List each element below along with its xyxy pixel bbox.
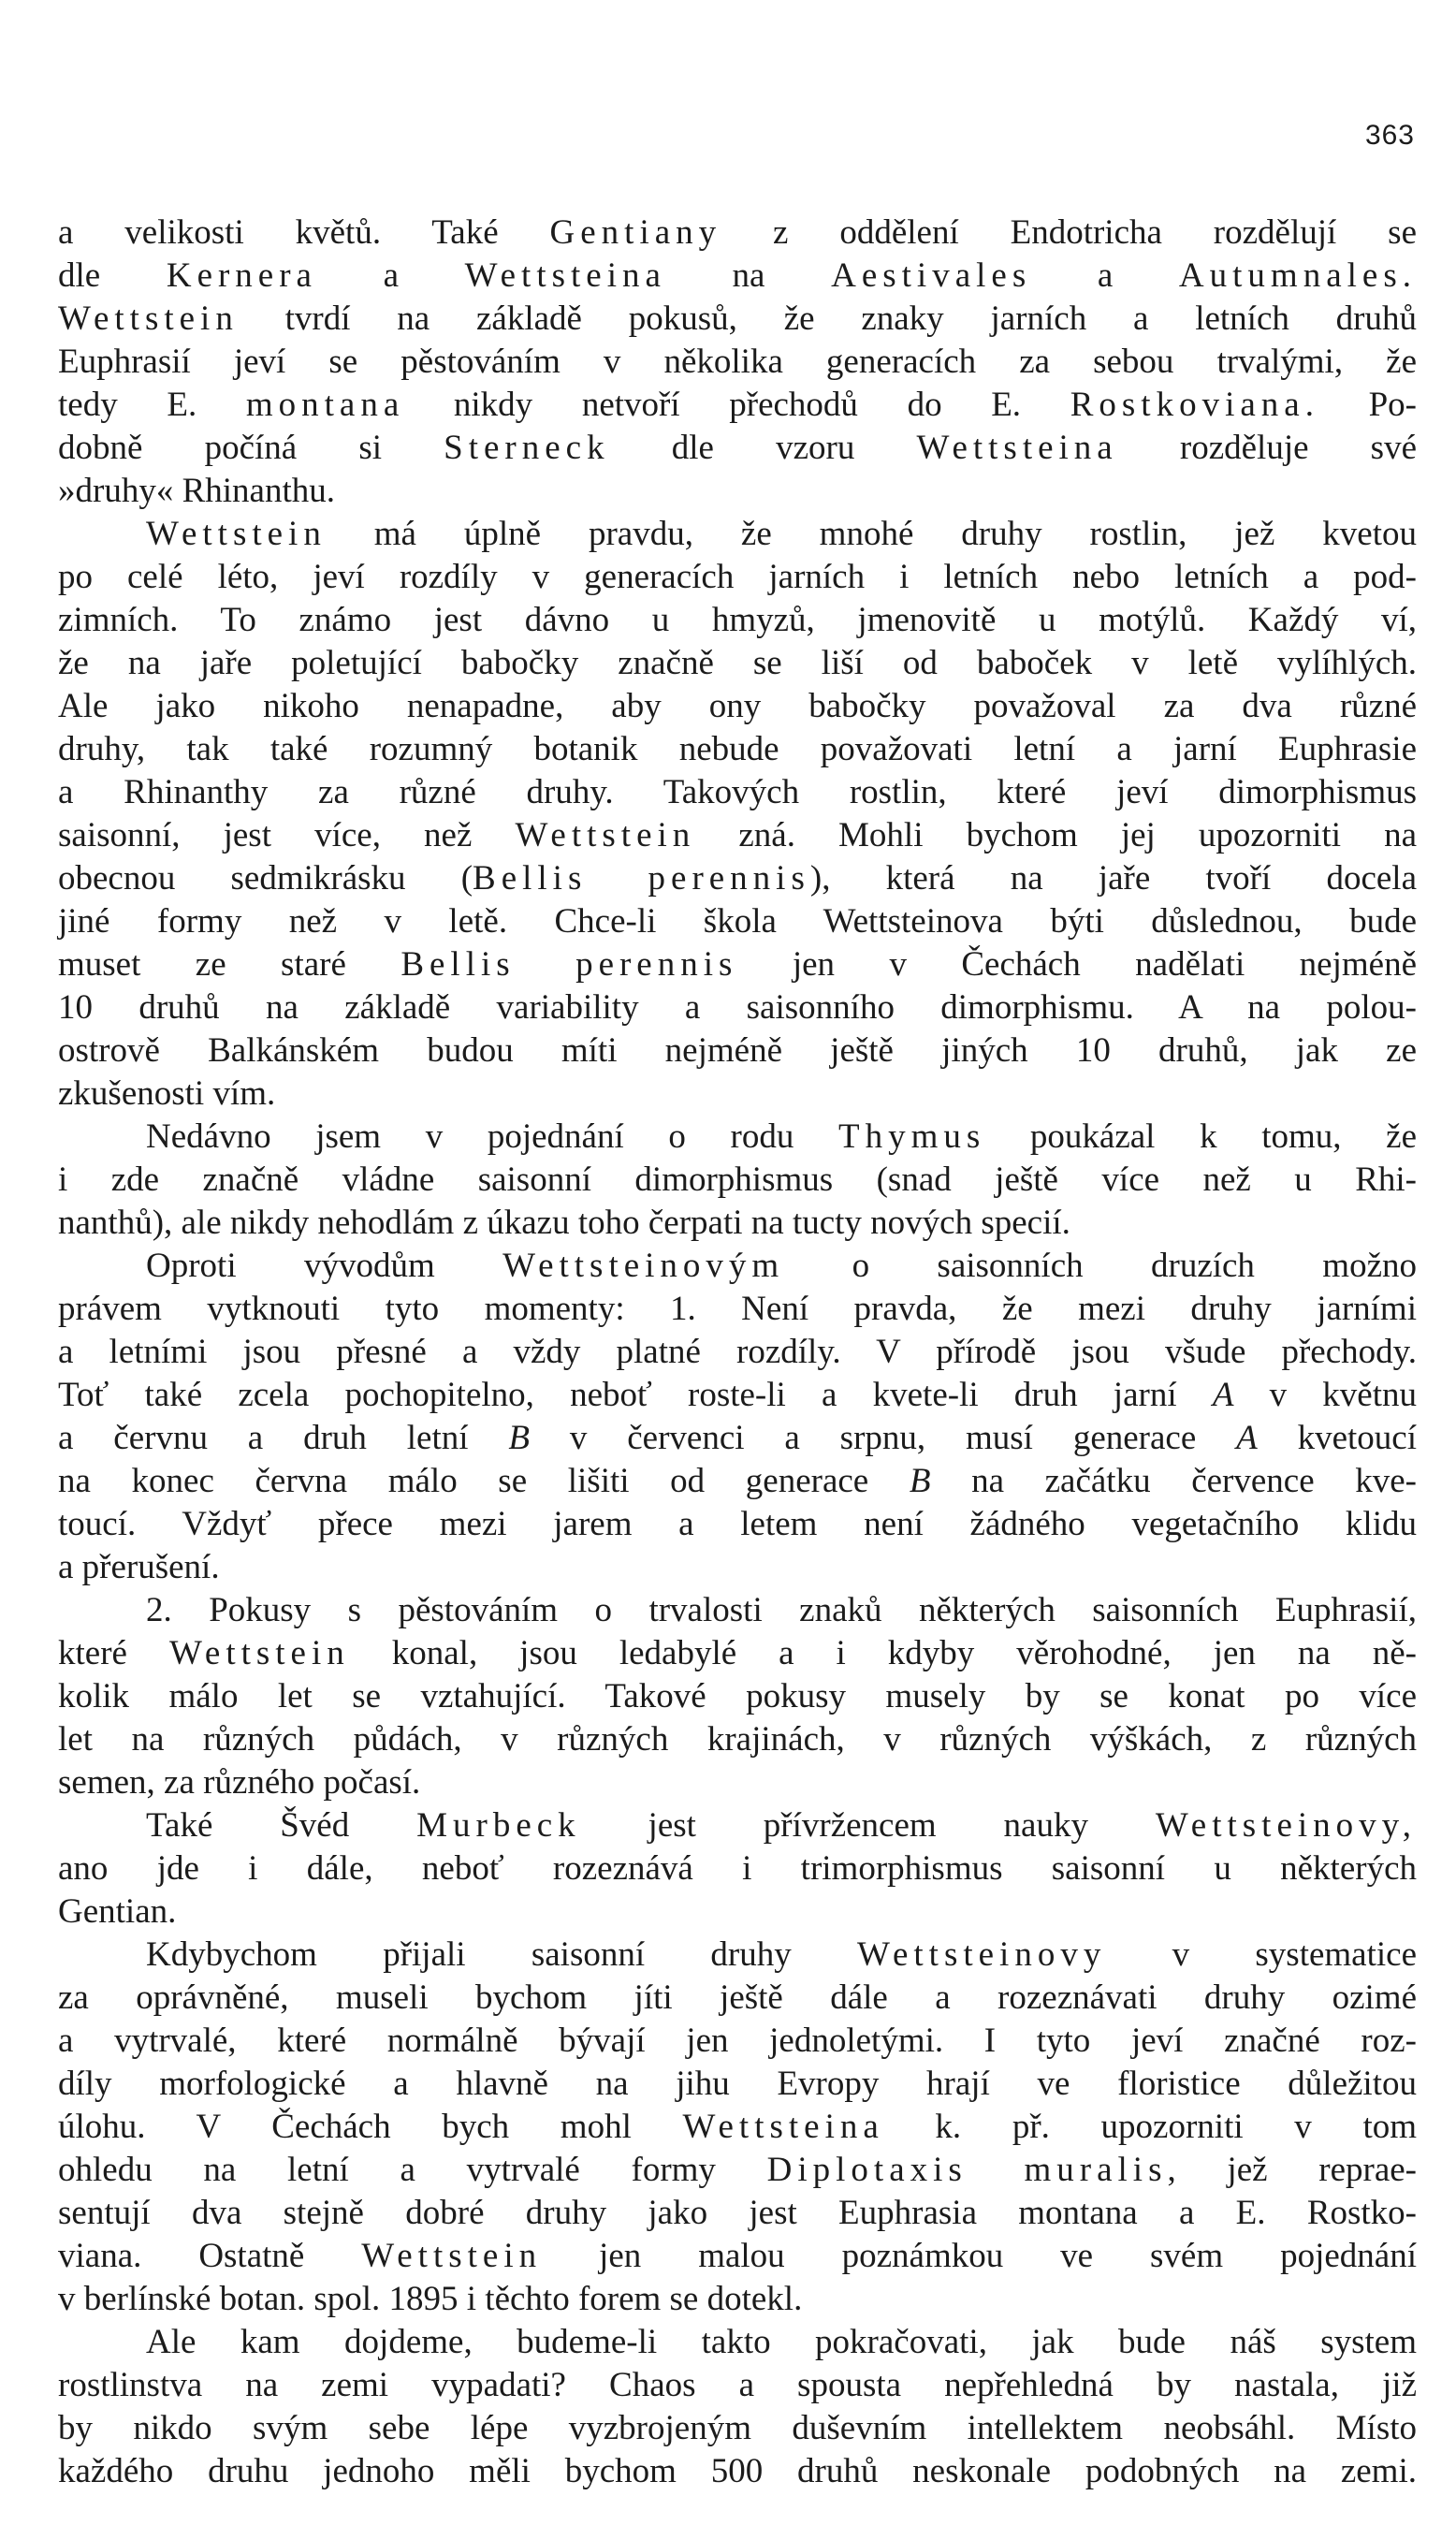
text-line bbox=[58, 599, 1417, 642]
text-line bbox=[58, 2063, 1417, 2106]
text-line bbox=[58, 1675, 1417, 1718]
paragraph bbox=[58, 1934, 1417, 2321]
spaced-name: montana bbox=[245, 386, 405, 424]
text-segment: nanthů), ale nikdy nehodlám z úkazu toho čerpati na tucty nových specií. bbox=[58, 1204, 1070, 1242]
italic-variable: B bbox=[909, 1462, 931, 1500]
text-segment: po celé léto, jeví rozdíly v generacích jarních i letních nebo letních a pod- bbox=[58, 558, 1417, 596]
text-segment: 10 druhů na základě variability a saisonního dimorphismu. A na polou- bbox=[58, 988, 1417, 1027]
spaced-name: Wettstein bbox=[515, 816, 696, 854]
paragraph bbox=[58, 212, 1417, 513]
spaced-name: Wettsteinovy, bbox=[1155, 1806, 1417, 1845]
text-line bbox=[58, 1159, 1417, 1202]
text-segment: díly morfologické a hlavně na jihu Evropy hrají ve floristice důležitou bbox=[58, 2065, 1417, 2103]
text-segment: 2. Pokusy s pěstováním o trvalosti znaků některých saisonních Euphrasií, bbox=[146, 1591, 1417, 1629]
text-line bbox=[58, 1890, 1417, 1934]
text-line bbox=[58, 642, 1417, 685]
text-segment: a vytrvalé, které normálně bývají jen jednoletými. I tyto jeví značné roz- bbox=[58, 2022, 1417, 2060]
text-line bbox=[58, 1761, 1417, 1804]
italic-variable: A bbox=[1236, 1419, 1258, 1457]
spaced-name: Murbeck bbox=[416, 1806, 581, 1845]
text-segment: tvrdí na základě pokusů, že znaky jarních a letních druhů bbox=[238, 299, 1417, 338]
text-segment: »druhy« Rhinanthu. bbox=[58, 472, 335, 510]
text-line bbox=[58, 1503, 1417, 1546]
spaced-name: Wettsteinovy bbox=[857, 1935, 1107, 1974]
text-line bbox=[58, 1029, 1417, 1073]
text-line bbox=[58, 1288, 1417, 1331]
text-segment: jiné formy než v letě. Chce-li škola Wettsteinova býti důslednou, bude bbox=[58, 902, 1417, 941]
text-line bbox=[58, 900, 1417, 943]
text-line bbox=[58, 1847, 1417, 1890]
spaced-name: Wettsteina bbox=[464, 256, 666, 295]
text-line bbox=[58, 771, 1417, 814]
spaced-name: Autumnales. bbox=[1178, 256, 1417, 295]
text-segment: a bbox=[1031, 256, 1179, 295]
paragraph bbox=[58, 1245, 1417, 1589]
text-line bbox=[58, 2149, 1417, 2192]
text-line bbox=[58, 556, 1417, 599]
text-line bbox=[58, 2106, 1417, 2149]
text-segment: má úplně pravdu, že mnohé druhy rostlin, jež kvetou bbox=[326, 515, 1417, 553]
text-line bbox=[58, 1589, 1417, 1632]
spaced-name: Wettsteinovým bbox=[502, 1247, 785, 1285]
paragraph bbox=[58, 1804, 1417, 1934]
text-line bbox=[58, 1632, 1417, 1675]
spaced-name: Wettsteina bbox=[916, 429, 1118, 467]
text-segment: Po- bbox=[1318, 386, 1417, 424]
text-line bbox=[58, 255, 1417, 298]
text-line bbox=[58, 1934, 1417, 1977]
text-segment: dle bbox=[58, 256, 167, 295]
text-segment: tedy E. bbox=[58, 386, 246, 424]
text-line bbox=[58, 2407, 1417, 2450]
text-segment: a přerušení. bbox=[58, 1548, 220, 1586]
spaced-name: Thymus bbox=[837, 1117, 986, 1156]
text-segment: saisonní, jest více, než bbox=[58, 816, 516, 854]
paragraph bbox=[58, 1116, 1417, 1245]
text-segment: v systematice bbox=[1106, 1935, 1418, 1974]
text-segment: rozděluje své bbox=[1117, 429, 1417, 467]
text-segment: muset ze staré bbox=[58, 945, 401, 984]
text-line bbox=[58, 986, 1417, 1029]
text-segment: , jež reprae- bbox=[1167, 2151, 1417, 2189]
text-line bbox=[58, 814, 1417, 857]
text-segment: Také Švéd bbox=[146, 1806, 417, 1845]
text-line bbox=[58, 1460, 1417, 1503]
text-line bbox=[58, 857, 1417, 900]
text-segment: o saisonních druzích možno bbox=[784, 1247, 1417, 1285]
text-line bbox=[58, 2235, 1417, 2278]
text-segment: druhy, tak také rozumný botanik nebude považovati letní a jarní Euphrasie bbox=[58, 730, 1417, 768]
spaced-name: Wettstein bbox=[146, 515, 327, 553]
text-segment: kolik málo let se vztahující. Takové pokusy musely by se konat po více bbox=[58, 1677, 1417, 1715]
text-segment: a Rhinanthy za různé druhy. Takových rostlin, které jeví dimorphismus bbox=[58, 773, 1417, 811]
text-line bbox=[58, 1546, 1417, 1589]
text-segment: ostrově Balkánském budou míti nejméně ještě jiných 10 druhů, jak ze bbox=[58, 1031, 1417, 1070]
text-segment: v červenci a srpnu, musí generace bbox=[530, 1419, 1237, 1457]
text-segment: zkušenosti vím. bbox=[58, 1074, 276, 1113]
text-segment: viana. Ostatně bbox=[58, 2237, 362, 2275]
text-segment: let na různých půdách, v různých krajinách, v různých výškách, z různých bbox=[58, 1720, 1417, 1759]
text-segment: Gentian. bbox=[58, 1892, 177, 1931]
text-line bbox=[58, 212, 1417, 255]
text-line bbox=[58, 728, 1417, 771]
spaced-name: Bellis perennis bbox=[473, 859, 810, 898]
text-segment: a červnu a druh letní bbox=[58, 1419, 509, 1457]
text-segment: obecnou sedmikrásku ( bbox=[58, 859, 473, 898]
text-segment: i zde značně vládne saisonní dimorphismus (snad ještě více než u Rhi- bbox=[58, 1161, 1417, 1199]
text-segment: Euphrasií jeví se pěstováním v několika generacích za sebou trvalými, že bbox=[58, 343, 1417, 381]
spaced-name: Wettstein bbox=[168, 1634, 350, 1672]
text-segment: v berlínské botan. spol. 1895 i těchto forem se dotekl. bbox=[58, 2280, 803, 2318]
text-segment: Toť také zcela pochopitelno, neboť roste-li a kvete-li druh jarní bbox=[58, 1376, 1213, 1414]
paragraph bbox=[58, 1589, 1417, 1804]
text-segment: a velikosti květů. Také bbox=[58, 213, 550, 252]
text-line bbox=[58, 2278, 1417, 2321]
text-line bbox=[58, 1804, 1417, 1847]
spaced-name: Wettsteina bbox=[682, 2108, 884, 2146]
text-line bbox=[58, 2450, 1417, 2493]
text-segment: ano jde i dále, neboť rozeznává i trimorphismus saisonní u některých bbox=[58, 1849, 1417, 1888]
text-line bbox=[58, 513, 1417, 556]
text-segment: semen, za různého počasí. bbox=[58, 1763, 421, 1802]
text-segment: že na jaře poletující babočky značně se liší od baboček v letě vylíhlých. bbox=[58, 644, 1417, 682]
page-body bbox=[58, 212, 1417, 2493]
spaced-name: Wettstein bbox=[361, 2237, 543, 2275]
text-line bbox=[58, 1245, 1417, 1288]
text-segment: kvetoucí bbox=[1257, 1419, 1418, 1457]
text-segment: Nedávno jsem v pojednání o rodu bbox=[146, 1117, 838, 1156]
text-segment: za oprávněné, museli bychom jíti ještě dále a rozeznávati druhy ozimé bbox=[58, 1978, 1417, 2017]
text-segment: Ale kam dojdeme, budeme-li takto pokračovati, jak bude náš system bbox=[146, 2323, 1417, 2361]
text-line bbox=[58, 1116, 1417, 1159]
text-segment: dobně počíná si bbox=[58, 429, 444, 467]
text-segment: Kdybychom přijali saisonní druhy bbox=[146, 1935, 858, 1974]
text-line bbox=[58, 1718, 1417, 1761]
italic-variable: B bbox=[508, 1419, 531, 1457]
text-line bbox=[58, 1374, 1417, 1417]
text-segment: rostlinstva na zemi vypadati? Chaos a spousta nepřehledná by nastala, již bbox=[58, 2366, 1417, 2404]
text-segment: každého druhu jednoho měli bychom 500 druhů neskonale podobných na zemi. bbox=[58, 2452, 1417, 2490]
spaced-name: Kernera bbox=[166, 256, 317, 295]
text-segment: na bbox=[665, 256, 832, 295]
text-segment: dle vzoru bbox=[609, 429, 917, 467]
text-line bbox=[58, 2192, 1417, 2235]
text-segment: jest přívržencem nauky bbox=[580, 1806, 1156, 1845]
text-line bbox=[58, 943, 1417, 986]
text-segment: na začátku července kve- bbox=[930, 1462, 1417, 1500]
text-segment: jen v Čechách nadělati nejméně bbox=[737, 945, 1417, 984]
text-segment: a letními jsou přesné a vždy platné rozdíly. V přírodě jsou všude přechody. bbox=[58, 1333, 1417, 1371]
text-segment: ohledu na letní a vytrvalé formy bbox=[58, 2151, 767, 2189]
text-line bbox=[58, 427, 1417, 470]
text-segment: právem vytknouti tyto momenty: 1. Není pravda, že mezi druhy jarními bbox=[58, 1290, 1417, 1328]
text-line bbox=[58, 2364, 1417, 2407]
text-line bbox=[58, 298, 1417, 341]
text-segment: z oddělení Endotricha rozdělují se bbox=[721, 213, 1417, 252]
text-line bbox=[58, 1417, 1417, 1460]
text-line bbox=[58, 1331, 1417, 1374]
spaced-name: Sterneck bbox=[444, 429, 610, 467]
text-segment: v květnu bbox=[1233, 1376, 1417, 1414]
text-line bbox=[58, 2020, 1417, 2063]
text-segment: konal, jsou ledabylé a i kdyby věrohodné, jen na ně- bbox=[349, 1634, 1417, 1672]
text-line bbox=[58, 341, 1417, 384]
text-line bbox=[58, 2321, 1417, 2364]
text-segment: Oproti vývodům bbox=[146, 1247, 503, 1285]
text-line bbox=[58, 1977, 1417, 2020]
spaced-name: Wettstein bbox=[58, 299, 239, 338]
text-segment: ), která na jaře tvoří docela bbox=[809, 859, 1417, 898]
text-segment: toucí. Vždyť přece mezi jarem a letem není žádného vegetačního klidu bbox=[58, 1505, 1417, 1543]
text-segment: na konec června málo se lišiti od generace bbox=[58, 1462, 910, 1500]
text-segment: zná. Mohli bychom jej upozorniti na bbox=[695, 816, 1417, 854]
text-segment: nikdy netvoří přechodů do E. bbox=[404, 386, 1070, 424]
spaced-name: Gentiany bbox=[549, 213, 722, 252]
text-segment: zimních. To známo jest dávno u hmyzů, jmenovitě u motýlů. Každý ví, bbox=[58, 601, 1417, 639]
paragraph bbox=[58, 513, 1417, 1116]
text-segment: a bbox=[316, 256, 465, 295]
spaced-name: Aestivales bbox=[831, 256, 1032, 295]
text-segment: Ale jako nikoho nenapadne, aby ony babočky považoval za dva různé bbox=[58, 687, 1417, 725]
spaced-name: Diplotaxis muralis bbox=[766, 2151, 1168, 2189]
spaced-name: Rostkoviana. bbox=[1070, 386, 1319, 424]
text-segment: k. př. upozorniti v tom bbox=[883, 2108, 1418, 2146]
text-line bbox=[58, 1073, 1417, 1116]
paragraph bbox=[58, 2321, 1417, 2493]
text-segment: by nikdo svým sebe lépe vyzbrojeným duševním intellektem neobsáhl. Místo bbox=[58, 2409, 1417, 2447]
text-line bbox=[58, 1202, 1417, 1245]
text-segment: sentují dva stejně dobré druhy jako jest Euphrasia montana a E. Rostko- bbox=[58, 2194, 1417, 2232]
text-segment: jen malou poznámkou ve svém pojednání bbox=[542, 2237, 1417, 2275]
text-segment: úlohu. V Čechách bych mohl bbox=[58, 2108, 683, 2146]
spaced-name: Bellis perennis bbox=[400, 945, 738, 984]
text-segment: které bbox=[58, 1634, 169, 1672]
page-number: 363 bbox=[1364, 120, 1415, 151]
text-line bbox=[58, 685, 1417, 728]
text-segment: poukázal k tomu, že bbox=[985, 1117, 1418, 1156]
italic-variable: A bbox=[1212, 1376, 1234, 1414]
text-line bbox=[58, 470, 1417, 513]
text-line bbox=[58, 384, 1417, 427]
